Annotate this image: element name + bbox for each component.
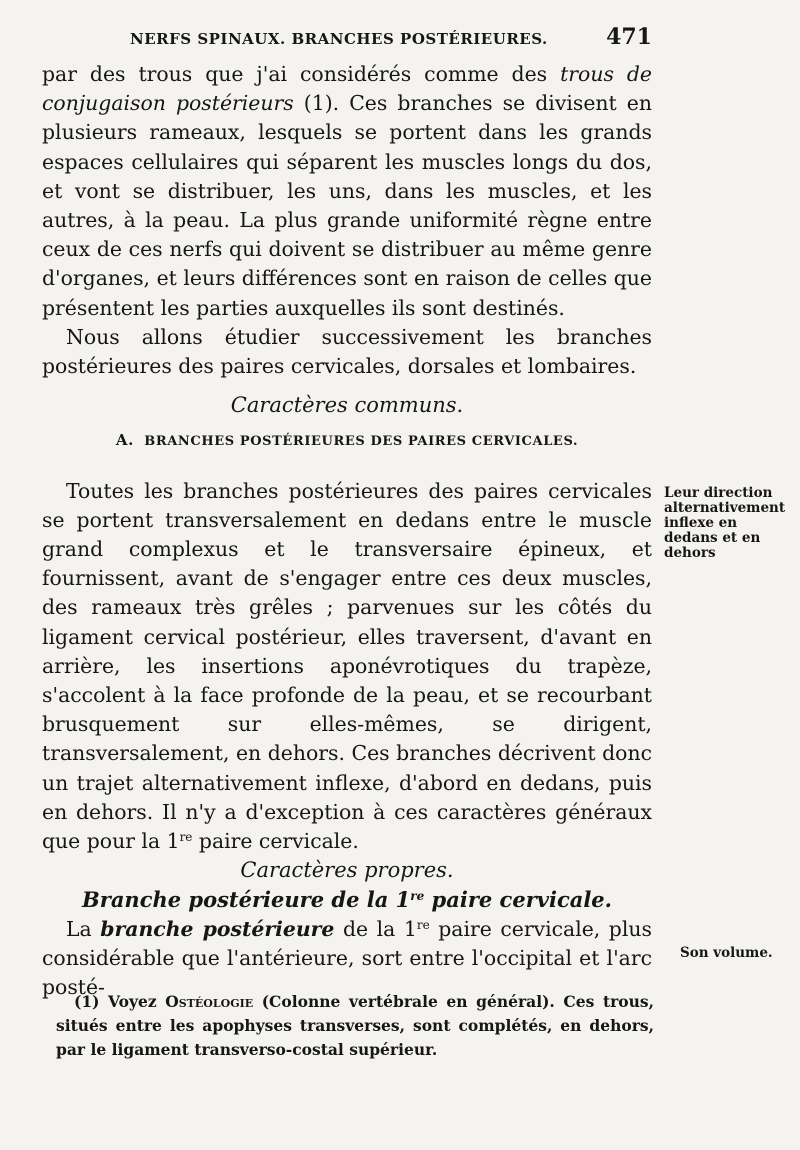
text-run: (Colonne vertébrale en général). Ces trous, situés entre les apophyses transverses, sont complétés, en dehors, par le ligament transverso-costal supérieur.	[56, 992, 655, 1059]
running-title: NERFS SPINAUX. BRANCHES POSTÉRIEURES.	[130, 30, 548, 48]
subheading-cervical	[42, 426, 652, 456]
text-run: La	[66, 916, 101, 941]
text-run: paire cervicale.	[424, 887, 612, 913]
text-run: Toutes les branches postérieures des paires cervicales se portent transversalement en dedans entre le muscle grand complexus et le transversaire épineux, et fournissent, avant de s'engager entre ces deux muscles, des rameaux très grêles ; parvenues sur les côtés du ligament cervical postérieur, elles traversent, d'avant en arrière, les insertions aponévrotiques du trapèze, s'accolent à la face profonde de la peau, et se recourbant brusquement sur elles-mêmes, se dirigent, transversalement, en dehors. Ces branches décrivent donc un trajet alternativement inflexe, d'abord en dedans, puis en dehors. Il n'y a d'exception à ces caractères généraux que pour la 1	[42, 478, 652, 854]
heading-first-cervical-branch	[42, 885, 652, 914]
text-run: paire cervicale, plus considérable que l'antérieure, sort entre l'occipital et l'arc posté-	[42, 916, 652, 1000]
margin-note-direction: Leur direction alternativement inflexe en dedans et en dehors	[664, 485, 786, 561]
text-run: Branche postérieure de la 1	[82, 887, 411, 913]
text-run: (1). Ces branches se divisent en plusieurs rameaux, lesquels se portent dans les grands espaces cellulaires qui séparent les muscles longs du dos, et vont se distribuer, les uns, dans les muscles, et les autres, à la peau. La plus grande uniformité règne entre ceux de ces nerfs qui doivent se distribuer au même genre d'organes, et leurs différences sont en raison de celles que présentent les parties auxquelles ils sont destinés.	[42, 91, 653, 320]
heading-common-characters: Caractères communs.	[230, 393, 464, 418]
text-run: de la 1	[334, 916, 417, 941]
paragraph-1	[42, 60, 652, 323]
heading-specific-characters: Caractères propres.	[240, 858, 454, 883]
small-caps-ref: Ostéologie	[165, 992, 254, 1011]
main-text	[42, 60, 652, 1002]
paragraph-2: Nous allons étudier successivement les branches postérieures des paires cervicales, dorsales et lombaires.	[42, 324, 652, 379]
page-number: 471	[606, 24, 652, 50]
emphasis: trous de conjugaison postérieurs	[42, 62, 653, 116]
margin-note-volume: Son volume.	[680, 945, 773, 961]
bold-italic-term: branche postérieure	[100, 916, 335, 941]
text-run: paire cervicale.	[192, 829, 359, 854]
running-header	[130, 24, 652, 50]
text-run: (1) Voyez	[74, 992, 166, 1011]
subheading-letter: A.	[115, 431, 134, 450]
superscript: re	[179, 830, 193, 845]
subheading-text: BRANCHES POSTÉRIEURES DES PAIRES CERVICALES.	[144, 434, 579, 450]
footnote	[56, 990, 654, 1062]
superscript: re	[410, 889, 425, 904]
superscript: re	[416, 917, 430, 932]
paragraph-3	[42, 477, 652, 857]
text-run: par des trous que j'ai considérés comme des	[42, 62, 561, 86]
